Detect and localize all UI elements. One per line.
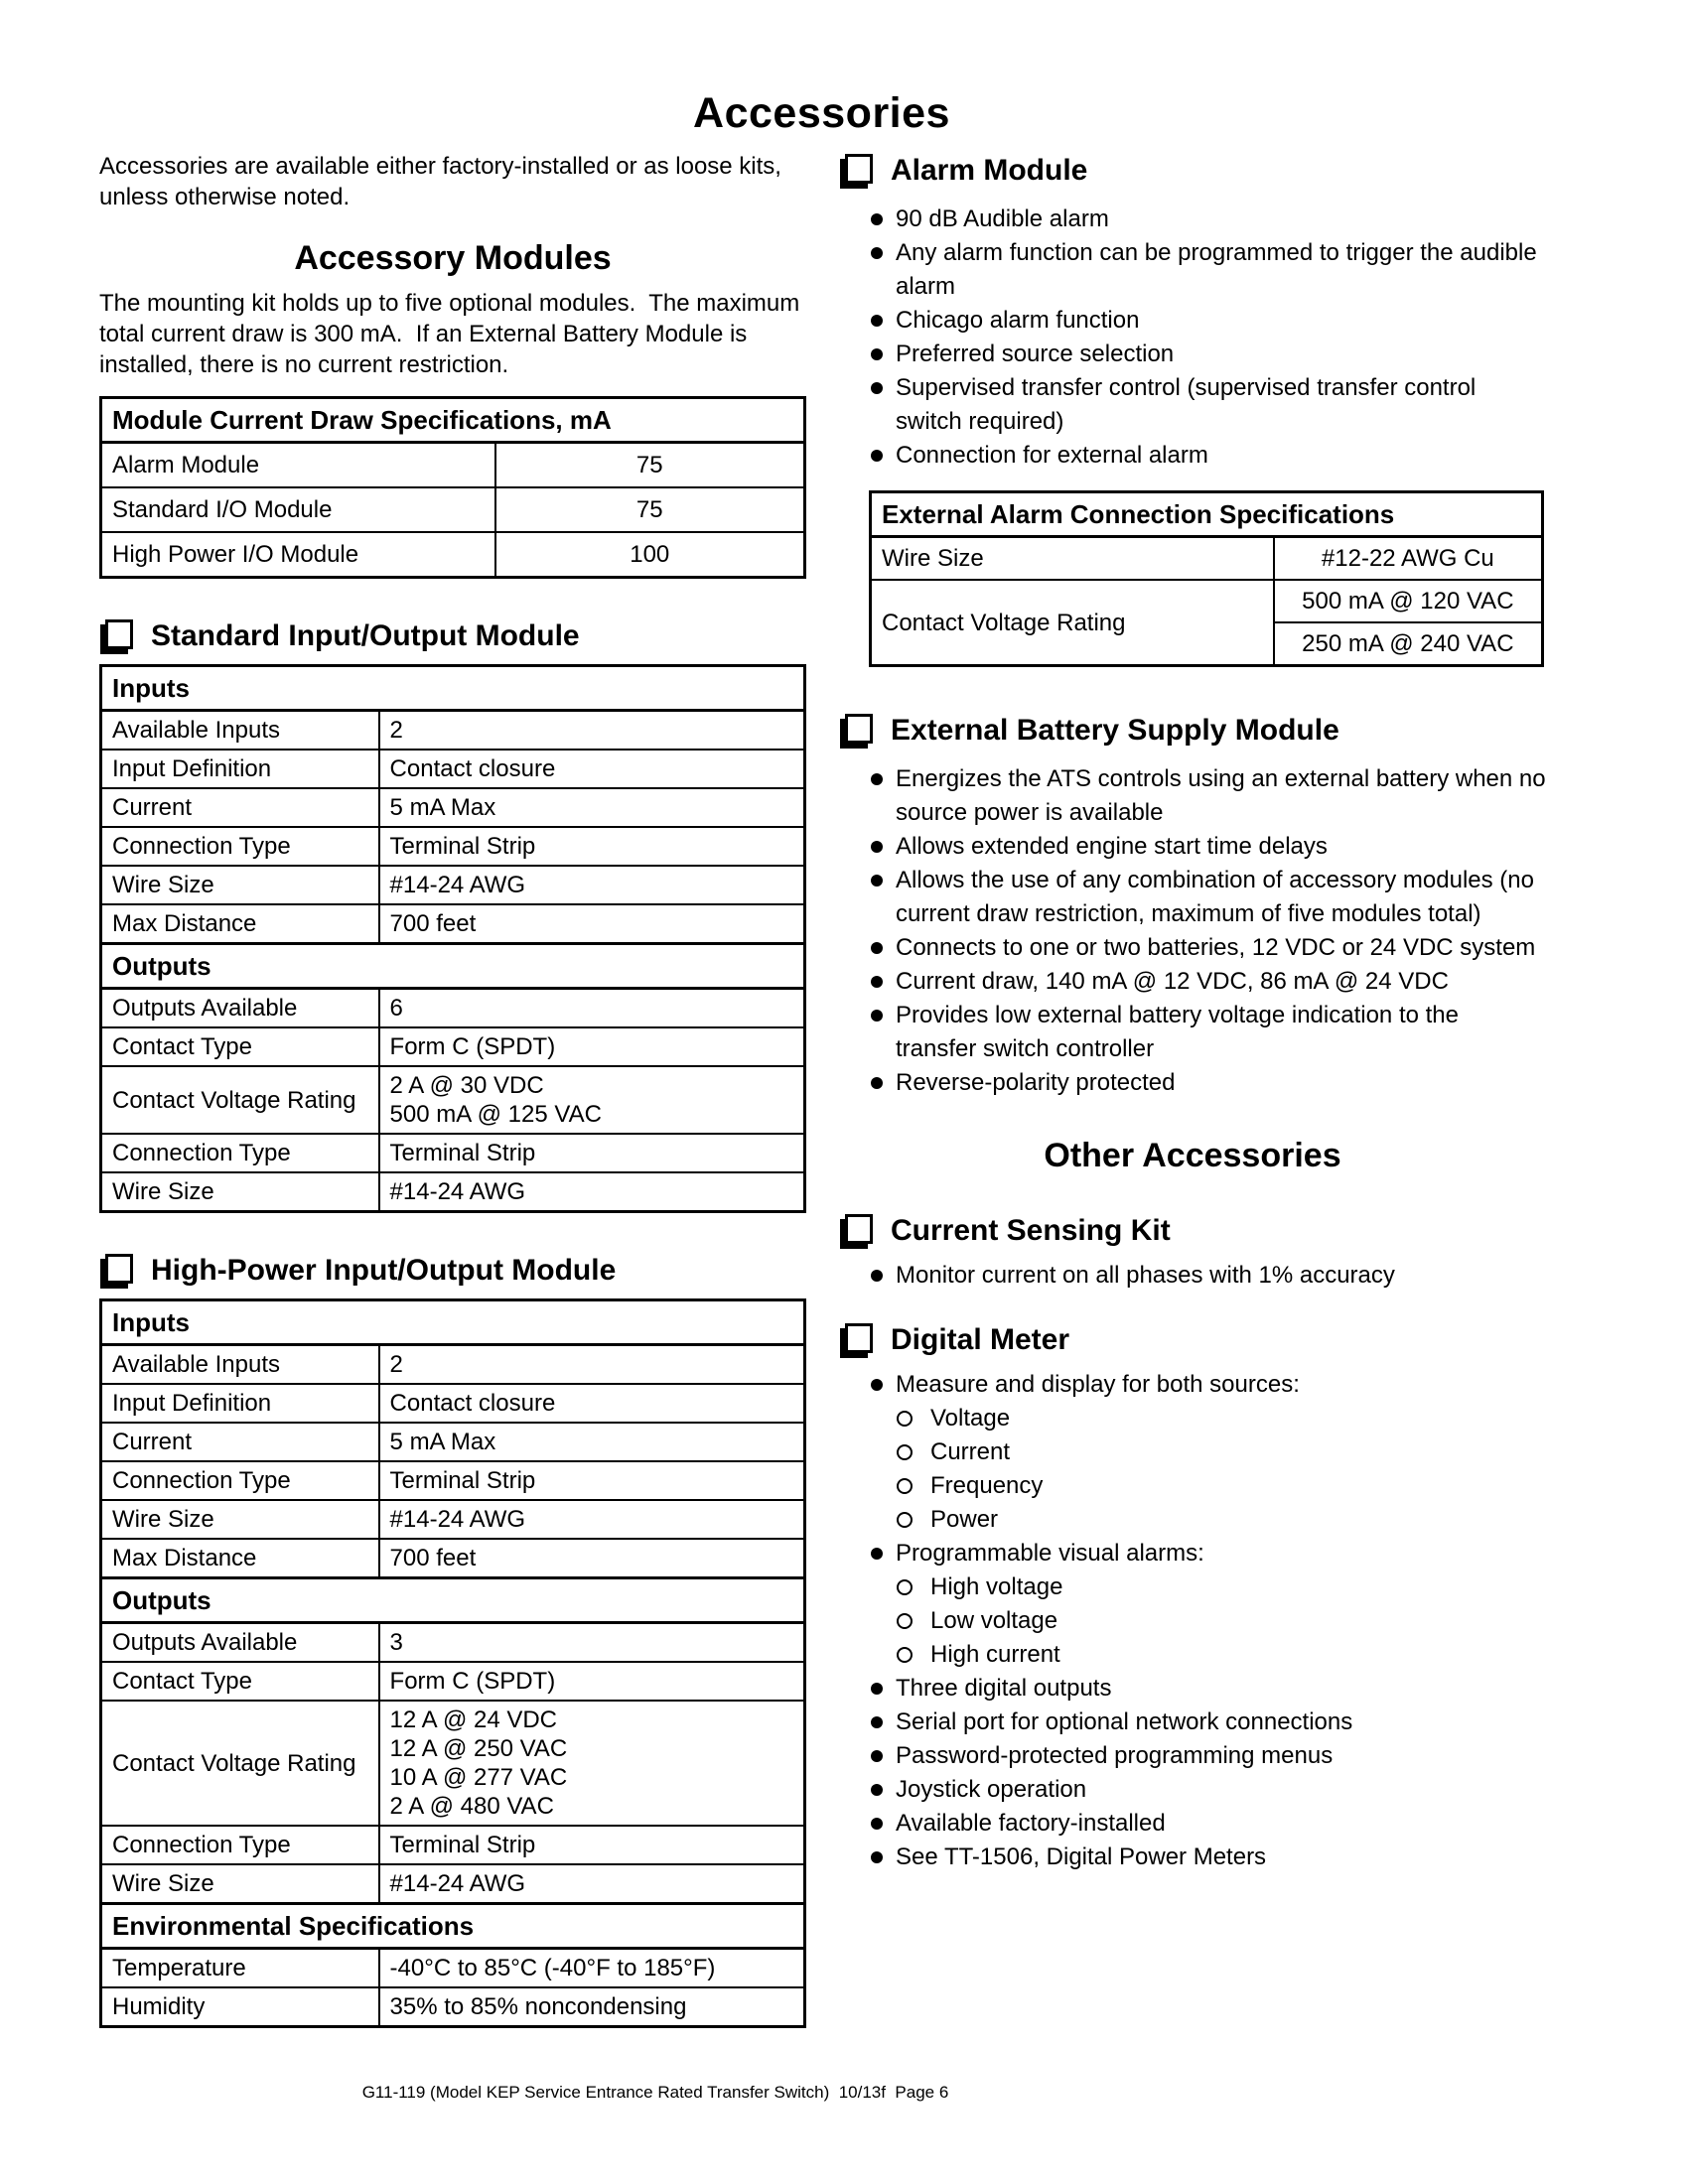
checkbox-icon [105, 619, 133, 649]
row-label: Contact Voltage Rating [101, 1066, 379, 1134]
row-value: 2 [379, 711, 805, 751]
table-section-header: Inputs [101, 1300, 805, 1345]
row-label: Current [101, 1423, 379, 1461]
sub-list-item [897, 1402, 1546, 1435]
list-item [871, 1672, 1546, 1706]
table-row [101, 1423, 805, 1461]
bullet-icon [871, 382, 883, 394]
row-label: Contact Voltage Rating [871, 580, 1274, 666]
standard-io-heading [99, 616, 806, 656]
sub-list-item [897, 1570, 1546, 1604]
current-sensing-heading [839, 1211, 1546, 1251]
list-item [871, 1807, 1546, 1841]
row-value: 75 [495, 443, 805, 488]
row-label: Connection Type [101, 1134, 379, 1172]
row-label: Available Inputs [101, 711, 379, 751]
sub-list-item [897, 1638, 1546, 1672]
section-heading-label: Current Sensing Kit [891, 1214, 1171, 1247]
list-item-text: Supervised transfer control (supervised transfer control switch required) [896, 374, 1477, 435]
list-item-text: Three digital outputs [896, 1675, 1112, 1702]
alarm-module-bullets [839, 203, 1546, 473]
table-section-header: Outputs [101, 944, 805, 989]
digital-meter-bullets [839, 1368, 1546, 1874]
table-section-row [101, 1904, 805, 1949]
list-item [871, 439, 1546, 473]
row-label: Wire Size [101, 1172, 379, 1212]
table-row [101, 1987, 805, 2027]
row-label: Connection Type [101, 1461, 379, 1500]
row-label: Contact Voltage Rating [101, 1701, 379, 1826]
row-value: 700 feet [379, 904, 805, 944]
bullet-icon [871, 1716, 883, 1728]
bullet-icon [871, 875, 883, 887]
row-label: Alarm Module [101, 443, 495, 488]
bullet-icon [871, 315, 883, 327]
table-section-row [101, 1300, 805, 1345]
table-row [871, 580, 1543, 622]
list-item [871, 965, 1546, 999]
row-value: 6 [379, 989, 805, 1028]
row-value: #14-24 AWG [379, 1864, 805, 1904]
row-label: Outputs Available [101, 1623, 379, 1663]
table-row [101, 750, 805, 788]
row-label: Temperature [101, 1949, 379, 1988]
row-label: Wire Size [101, 1864, 379, 1904]
row-value [379, 1066, 805, 1134]
list-item-text: Measure and display for both sources: [896, 1371, 1300, 1398]
row-value: 100 [495, 532, 805, 578]
table-row [101, 532, 805, 578]
row-value: #12-22 AWG Cu [1274, 537, 1543, 581]
section-heading-label: External Battery Supply Module [891, 714, 1339, 747]
row-value: Contact closure [379, 1384, 805, 1423]
alarm-module-heading [839, 151, 1546, 191]
list-item-text: Reverse-polarity protected [896, 1069, 1176, 1096]
list-item-text: Provides low external battery voltage indication to the transfer switch controller [896, 1002, 1459, 1062]
sub-list-item-text: Frequency [930, 1472, 1044, 1499]
list-item [871, 864, 1546, 931]
right-column [839, 151, 1546, 1874]
sub-list-item-text: Current [930, 1438, 1011, 1465]
external-battery-heading [839, 711, 1546, 751]
left-column [99, 151, 806, 2028]
list-item [871, 1066, 1546, 1100]
row-value: 250 mA @ 240 VAC [1274, 622, 1543, 666]
table-row [101, 1134, 805, 1172]
accessory-modules-heading: Accessory Modules [294, 239, 612, 277]
bullet-icon [871, 348, 883, 360]
table-row [101, 1623, 805, 1663]
row-value: 500 mA @ 120 VAC [1274, 580, 1543, 622]
list-item-text: Connection for external alarm [896, 442, 1208, 469]
checkbox-icon [105, 1254, 133, 1284]
high-power-io-heading [99, 1251, 806, 1291]
table-row [101, 904, 805, 944]
list-item [871, 1739, 1546, 1773]
row-value: 75 [495, 487, 805, 532]
list-item [871, 762, 1546, 830]
row-label: Contact Type [101, 1662, 379, 1701]
row-value: Terminal Strip [379, 1461, 805, 1500]
row-label: Input Definition [101, 750, 379, 788]
page-title: Accessories [693, 89, 950, 137]
bullet-icon [871, 1784, 883, 1796]
table-title-row [101, 398, 805, 443]
bullet-icon [871, 1010, 883, 1022]
row-label: Outputs Available [101, 989, 379, 1028]
row-value: Terminal Strip [379, 827, 805, 866]
current-sensing-bullets [839, 1259, 1546, 1293]
list-item [871, 371, 1546, 439]
list-item [871, 830, 1546, 864]
table-row [871, 537, 1543, 581]
row-value: #14-24 AWG [379, 1172, 805, 1212]
bullet-icon [871, 1683, 883, 1695]
row-value: #14-24 AWG [379, 1500, 805, 1539]
section-heading-label: Digital Meter [891, 1323, 1070, 1356]
table-row [101, 866, 805, 904]
row-label: Available Inputs [101, 1345, 379, 1385]
bullet-icon [871, 1270, 883, 1282]
list-item-text: Current draw, 140 mA @ 12 VDC, 86 mA @ 24 VDC [896, 968, 1449, 995]
other-accessories-heading: Other Accessories [1044, 1137, 1341, 1174]
list-item [871, 1841, 1546, 1874]
table-row [101, 1662, 805, 1701]
list-item-text: Allows the use of any combination of accessory modules (no current draw restriction, maximum of five modules total) [896, 867, 1534, 927]
row-label: Current [101, 788, 379, 827]
list-item [871, 304, 1546, 338]
table-row [101, 1539, 805, 1578]
list-item-text: Preferred source selection [896, 341, 1175, 367]
module-current-draw-table [99, 396, 806, 579]
row-label: Wire Size [101, 866, 379, 904]
row-value-line: 12 A @ 24 VDC [389, 1706, 558, 1733]
list-item [871, 203, 1546, 236]
list-item [871, 1773, 1546, 1807]
row-value: 700 feet [379, 1539, 805, 1578]
table-row [101, 1027, 805, 1066]
row-label: Contact Type [101, 1027, 379, 1066]
table-row [101, 989, 805, 1028]
sub-list-item-text: High voltage [930, 1573, 1063, 1600]
sub-list-item-text: High current [930, 1641, 1060, 1668]
list-item [871, 338, 1546, 371]
table-row [101, 1701, 805, 1826]
table-section-row [101, 1578, 805, 1623]
table-row [101, 487, 805, 532]
circle-bullet-icon [897, 1579, 913, 1595]
table-row [101, 1345, 805, 1385]
table-section-header: Outputs [101, 1578, 805, 1623]
list-item [871, 1368, 1546, 1402]
bullet-icon [871, 1818, 883, 1830]
sub-list-item-text: Power [930, 1506, 999, 1533]
bullet-icon [871, 213, 883, 225]
bullet-icon [871, 1548, 883, 1560]
standard-io-table [99, 664, 806, 1213]
list-item [871, 931, 1546, 965]
row-value: 2 [379, 1345, 805, 1385]
row-label: Wire Size [101, 1500, 379, 1539]
circle-bullet-icon [897, 1647, 913, 1663]
bullet-icon [871, 247, 883, 259]
row-value: Terminal Strip [379, 1826, 805, 1864]
row-value-line: 12 A @ 250 VAC [389, 1735, 568, 1762]
list-item [871, 236, 1546, 304]
table-row [101, 711, 805, 751]
sub-list-item [897, 1469, 1546, 1503]
row-value: 3 [379, 1623, 805, 1663]
table-row [101, 1500, 805, 1539]
checkbox-icon [845, 154, 873, 184]
table-section-row [101, 666, 805, 711]
row-value: Terminal Strip [379, 1134, 805, 1172]
row-value-line: 10 A @ 277 VAC [389, 1764, 568, 1791]
table-row [101, 788, 805, 827]
row-value: #14-24 AWG [379, 866, 805, 904]
bullet-icon [871, 1379, 883, 1391]
row-value: 35% to 85% noncondensing [379, 1987, 805, 2027]
table-row [101, 1826, 805, 1864]
row-label: Humidity [101, 1987, 379, 2027]
row-value: 5 mA Max [379, 1423, 805, 1461]
row-value: Form C (SPDT) [379, 1662, 805, 1701]
sub-list-item-text: Voltage [930, 1405, 1011, 1432]
row-label: Input Definition [101, 1384, 379, 1423]
table-row [101, 1172, 805, 1212]
circle-bullet-icon [897, 1512, 913, 1528]
bullet-icon [871, 841, 883, 853]
circle-bullet-icon [897, 1444, 913, 1460]
bullet-icon [871, 1750, 883, 1762]
list-item-text: Energizes the ATS controls using an external battery when no source power is available [896, 765, 1546, 826]
external-alarm-table [869, 490, 1544, 667]
list-item [871, 1706, 1546, 1739]
circle-bullet-icon [897, 1613, 913, 1629]
intro-paragraph: Accessories are available either factory-installed or as loose kits, unless otherwise noted. [99, 153, 788, 210]
bullet-icon [871, 773, 883, 785]
row-label: High Power I/O Module [101, 532, 495, 578]
list-item [871, 999, 1546, 1066]
circle-bullet-icon [897, 1478, 913, 1494]
table-row [101, 827, 805, 866]
row-value-line: 2 A @ 480 VAC [389, 1793, 554, 1820]
row-value [379, 1701, 805, 1826]
checkbox-icon [845, 1323, 873, 1353]
page-footer: G11-119 (Model KEP Service Entrance Rated Transfer Switch) 10/13f Page 6 [361, 2083, 949, 2102]
row-label: Standard I/O Module [101, 487, 495, 532]
row-label: Connection Type [101, 827, 379, 866]
table-section-header: Environmental Specifications [101, 1904, 805, 1949]
table-title-row [871, 492, 1543, 537]
list-item-text: Any alarm function can be programmed to trigger the audible alarm [896, 239, 1537, 300]
circle-bullet-icon [897, 1411, 913, 1427]
row-value: 5 mA Max [379, 788, 805, 827]
list-item [871, 1537, 1546, 1570]
bullet-icon [871, 942, 883, 954]
row-label: Wire Size [871, 537, 1274, 581]
list-item [871, 1259, 1546, 1293]
bullet-icon [871, 450, 883, 462]
list-item-text: Joystick operation [896, 1776, 1087, 1803]
list-item-text: Allows extended engine start time delays [896, 833, 1328, 860]
list-item-text: Chicago alarm function [896, 307, 1140, 334]
external-battery-bullets [839, 762, 1546, 1100]
table-row [101, 1384, 805, 1423]
high-power-io-table [99, 1298, 806, 2028]
section-heading-label: Alarm Module [891, 154, 1088, 187]
checkbox-icon [845, 714, 873, 744]
list-item-text: Connects to one or two batteries, 12 VDC or 24 VDC system [896, 934, 1536, 961]
section-heading-label: Standard Input/Output Module [151, 619, 580, 652]
list-item-text: Programmable visual alarms: [896, 1540, 1204, 1567]
bullet-icon [871, 1077, 883, 1089]
list-item-text: Available factory-installed [896, 1810, 1166, 1837]
section-heading-label: High-Power Input/Output Module [151, 1254, 617, 1287]
sub-list-item-text: Low voltage [930, 1607, 1058, 1634]
row-value: Contact closure [379, 750, 805, 788]
table-row [101, 443, 805, 488]
list-item-text: Monitor current on all phases with 1% accuracy [896, 1262, 1395, 1289]
sub-list-item [897, 1503, 1546, 1537]
row-label: Max Distance [101, 904, 379, 944]
sub-list-item [897, 1435, 1546, 1469]
row-value-line: 2 A @ 30 VDC [389, 1072, 544, 1099]
digital-meter-heading [839, 1320, 1546, 1360]
table-section-row [101, 944, 805, 989]
sub-list-item [897, 1604, 1546, 1638]
table-row [101, 1864, 805, 1904]
row-label: Max Distance [101, 1539, 379, 1578]
table-row [101, 1461, 805, 1500]
bullet-icon [871, 1851, 883, 1863]
accessory-modules-paragraph: The mounting kit holds up to five optional modules. The maximum total current draw is 300 mA. If an External Battery Module is installed, there is no current restriction. [99, 290, 806, 378]
row-value: -40°C to 85°C (-40°F to 185°F) [379, 1949, 805, 1988]
list-item-text: Serial port for optional network connections [896, 1708, 1353, 1735]
list-item-text: See TT-1506, Digital Power Meters [896, 1843, 1267, 1870]
table-row [101, 1949, 805, 1988]
list-item-text: Password-protected programming menus [896, 1742, 1334, 1769]
bullet-icon [871, 976, 883, 988]
table-row [101, 1066, 805, 1134]
row-value: Form C (SPDT) [379, 1027, 805, 1066]
row-value-line: 500 mA @ 125 VAC [389, 1101, 602, 1128]
table-title: Module Current Draw Specifications, mA [101, 398, 805, 443]
table-title: External Alarm Connection Specifications [871, 492, 1543, 537]
table-section-header: Inputs [101, 666, 805, 711]
row-label: Connection Type [101, 1826, 379, 1864]
checkbox-icon [845, 1214, 873, 1244]
list-item-text: 90 dB Audible alarm [896, 205, 1109, 232]
